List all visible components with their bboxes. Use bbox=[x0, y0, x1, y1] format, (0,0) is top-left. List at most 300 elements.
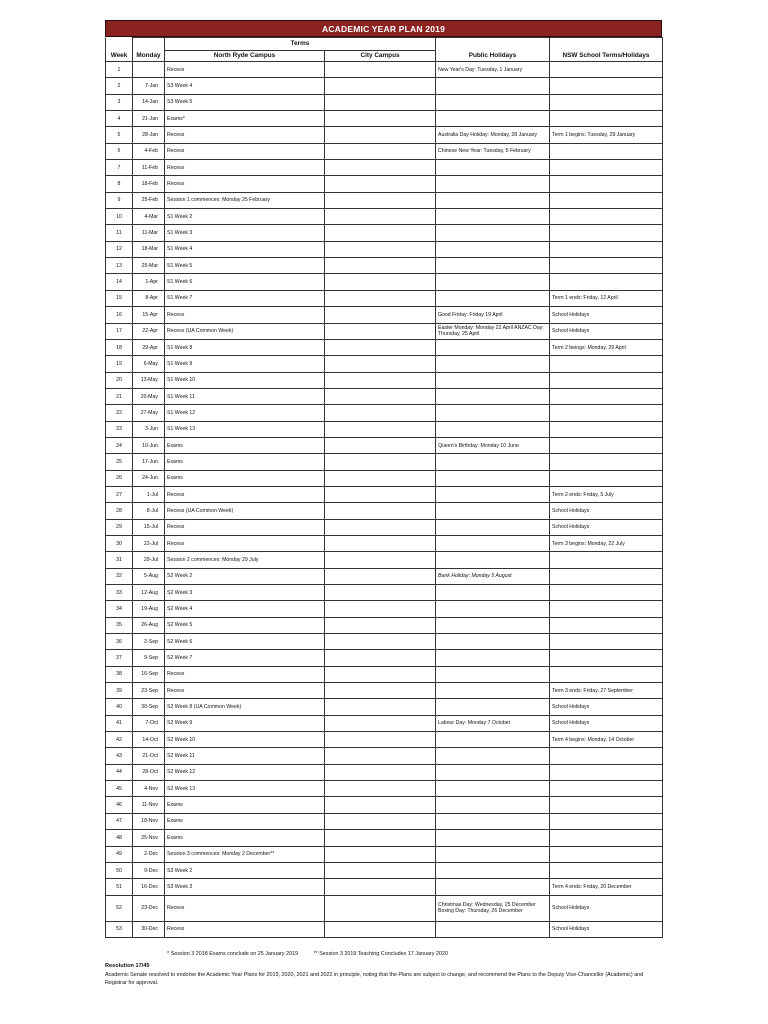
header-blank-week bbox=[106, 38, 133, 51]
cell-north-ryde: Session 3 commences: Monday 2 December** bbox=[165, 846, 325, 862]
cell-north-ryde: Exams bbox=[165, 470, 325, 486]
cell-north-ryde: Exams bbox=[165, 813, 325, 829]
cell-north-ryde: Session 1 commences: Monday 25 February bbox=[165, 192, 325, 208]
table-row bbox=[106, 748, 663, 764]
cell-city bbox=[325, 797, 436, 813]
cell-north-ryde: Exams* bbox=[165, 111, 325, 127]
cell-monday: 29-Jul bbox=[133, 552, 165, 568]
cell-public-holiday bbox=[436, 388, 550, 404]
cell-north-ryde: S1 Week 2 bbox=[165, 209, 325, 225]
cell-north-ryde: Exams bbox=[165, 797, 325, 813]
header-public-holidays: Public Holidays bbox=[436, 51, 550, 62]
cell-public-holiday bbox=[436, 372, 550, 388]
cell-week: 49 bbox=[106, 846, 133, 862]
table-row bbox=[106, 290, 663, 306]
table-row bbox=[106, 192, 663, 208]
cell-public-holiday: New Year's Day: Tuesday, 1 January bbox=[436, 62, 550, 78]
cell-north-ryde: Recess bbox=[165, 666, 325, 682]
cell-nsw-term bbox=[550, 160, 663, 176]
cell-week: 16 bbox=[106, 307, 133, 323]
header-city: City Campus bbox=[325, 51, 436, 62]
table-row bbox=[106, 258, 663, 274]
cell-week: 52 bbox=[106, 895, 133, 921]
cell-nsw-term: School Holidays bbox=[550, 323, 663, 339]
cell-week: 6 bbox=[106, 143, 133, 159]
table-row bbox=[106, 127, 663, 143]
cell-week: 44 bbox=[106, 764, 133, 780]
cell-north-ryde: Recess (UA Common Week) bbox=[165, 323, 325, 339]
cell-public-holiday bbox=[436, 585, 550, 601]
table-row bbox=[106, 699, 663, 715]
cell-monday: 23-Sep bbox=[133, 683, 165, 699]
cell-public-holiday bbox=[436, 601, 550, 617]
cell-north-ryde: S2 Week 9 bbox=[165, 715, 325, 731]
cell-public-holiday bbox=[436, 764, 550, 780]
cell-monday: 20-May bbox=[133, 388, 165, 404]
cell-monday: 4-Mar bbox=[133, 209, 165, 225]
cell-nsw-term bbox=[550, 585, 663, 601]
cell-nsw-term bbox=[550, 143, 663, 159]
table-row bbox=[106, 519, 663, 535]
header-row-terms bbox=[106, 38, 663, 51]
cell-north-ryde: S2 Week 8 (UA Common Week) bbox=[165, 699, 325, 715]
table-row bbox=[106, 62, 663, 78]
cell-monday: 14-Oct bbox=[133, 732, 165, 748]
cell-north-ryde: S2 Week 7 bbox=[165, 650, 325, 666]
cell-monday: 22-Apr bbox=[133, 323, 165, 339]
cell-nsw-term bbox=[550, 94, 663, 110]
cell-north-ryde: S1 Week 12 bbox=[165, 405, 325, 421]
resolution-title: Resolution 17/45 bbox=[105, 963, 150, 969]
cell-monday: 9-Sep bbox=[133, 650, 165, 666]
cell-city bbox=[325, 830, 436, 846]
academic-year-plan-sheet bbox=[105, 20, 662, 938]
cell-nsw-term bbox=[550, 192, 663, 208]
cell-public-holiday: Chinese New Year: Tuesday, 5 February bbox=[436, 143, 550, 159]
header-terms: Terms bbox=[165, 38, 436, 51]
cell-week: 13 bbox=[106, 258, 133, 274]
cell-monday: 1-Jul bbox=[133, 486, 165, 502]
header-blank-nsw bbox=[550, 38, 663, 51]
cell-public-holiday bbox=[436, 176, 550, 192]
cell-nsw-term bbox=[550, 862, 663, 878]
footnote-2: ** Session 3 2019 Teaching Concludes 17 January 2020 bbox=[313, 951, 448, 957]
table-row bbox=[106, 241, 663, 257]
cell-city bbox=[325, 666, 436, 682]
cell-public-holiday bbox=[436, 356, 550, 372]
cell-city bbox=[325, 372, 436, 388]
table-row bbox=[106, 781, 663, 797]
cell-north-ryde: S2 Week 12 bbox=[165, 764, 325, 780]
cell-nsw-term bbox=[550, 846, 663, 862]
cell-public-holiday bbox=[436, 699, 550, 715]
cell-monday: 27-May bbox=[133, 405, 165, 421]
cell-week: 43 bbox=[106, 748, 133, 764]
cell-public-holiday bbox=[436, 666, 550, 682]
cell-week: 50 bbox=[106, 862, 133, 878]
cell-nsw-term: Term 4 ends: Friday, 20 December bbox=[550, 879, 663, 895]
table-row bbox=[106, 454, 663, 470]
table-row bbox=[106, 356, 663, 372]
cell-monday: 16-Dec bbox=[133, 879, 165, 895]
cell-week: 11 bbox=[106, 225, 133, 241]
cell-public-holiday: Easter Monday: Monday 22 April ANZAC Day: Thursday, 25 April bbox=[436, 323, 550, 339]
cell-city bbox=[325, 307, 436, 323]
cell-north-ryde: Recess bbox=[165, 143, 325, 159]
table-row bbox=[106, 437, 663, 453]
cell-nsw-term bbox=[550, 748, 663, 764]
table-row bbox=[106, 143, 663, 159]
header-blank-public bbox=[436, 38, 550, 51]
table-row bbox=[106, 634, 663, 650]
cell-week: 53 bbox=[106, 921, 133, 937]
cell-week: 15 bbox=[106, 290, 133, 306]
cell-public-holiday bbox=[436, 519, 550, 535]
cell-public-holiday bbox=[436, 78, 550, 94]
table-row bbox=[106, 372, 663, 388]
footnotes bbox=[167, 951, 462, 957]
table-row bbox=[106, 388, 663, 404]
cell-public-holiday bbox=[436, 470, 550, 486]
cell-week: 14 bbox=[106, 274, 133, 290]
cell-city bbox=[325, 846, 436, 862]
cell-city bbox=[325, 585, 436, 601]
cell-monday: 1-Apr bbox=[133, 274, 165, 290]
cell-monday: 11-Nov bbox=[133, 797, 165, 813]
cell-week: 29 bbox=[106, 519, 133, 535]
cell-nsw-term bbox=[550, 241, 663, 257]
cell-nsw-term bbox=[550, 666, 663, 682]
cell-nsw-term: Term 2 ends: Friday, 5 July bbox=[550, 486, 663, 502]
cell-week: 40 bbox=[106, 699, 133, 715]
cell-city bbox=[325, 715, 436, 731]
cell-north-ryde: Recess bbox=[165, 127, 325, 143]
cell-week: 42 bbox=[106, 732, 133, 748]
table-row bbox=[106, 274, 663, 290]
cell-public-holiday bbox=[436, 290, 550, 306]
table-row bbox=[106, 470, 663, 486]
cell-public-holiday bbox=[436, 552, 550, 568]
cell-week: 2 bbox=[106, 78, 133, 94]
cell-week: 37 bbox=[106, 650, 133, 666]
cell-north-ryde: S1 Week 6 bbox=[165, 274, 325, 290]
cell-week: 21 bbox=[106, 388, 133, 404]
cell-week: 4 bbox=[106, 111, 133, 127]
cell-public-holiday: Christmas Day: Wednesday, 25 December Boxing Day: Thursday, 26 December bbox=[436, 895, 550, 921]
cell-monday: 28-Oct bbox=[133, 764, 165, 780]
cell-city bbox=[325, 650, 436, 666]
cell-public-holiday bbox=[436, 535, 550, 551]
cell-nsw-term bbox=[550, 111, 663, 127]
cell-north-ryde: S1 Week 3 bbox=[165, 225, 325, 241]
cell-nsw-term bbox=[550, 62, 663, 78]
cell-north-ryde: Recess bbox=[165, 895, 325, 921]
cell-monday: 7-Oct bbox=[133, 715, 165, 731]
cell-monday: 28-Jan bbox=[133, 127, 165, 143]
table-row bbox=[106, 209, 663, 225]
cell-public-holiday bbox=[436, 503, 550, 519]
cell-monday: 12-Aug bbox=[133, 585, 165, 601]
cell-city bbox=[325, 405, 436, 421]
table-row bbox=[106, 323, 663, 339]
cell-monday: 21-Jan bbox=[133, 111, 165, 127]
cell-week: 9 bbox=[106, 192, 133, 208]
cell-city bbox=[325, 274, 436, 290]
table-row bbox=[106, 921, 663, 937]
cell-north-ryde: Exams bbox=[165, 830, 325, 846]
cell-week: 19 bbox=[106, 356, 133, 372]
cell-monday: 18-Nov bbox=[133, 813, 165, 829]
cell-nsw-term: School Holidays bbox=[550, 699, 663, 715]
cell-north-ryde: S1 Week 5 bbox=[165, 258, 325, 274]
cell-city bbox=[325, 339, 436, 355]
cell-city bbox=[325, 601, 436, 617]
cell-monday: 3-Jun bbox=[133, 421, 165, 437]
cell-nsw-term: School Holidays bbox=[550, 307, 663, 323]
cell-nsw-term: School Holidays bbox=[550, 503, 663, 519]
cell-north-ryde: S3 Week 3 bbox=[165, 879, 325, 895]
table-body bbox=[106, 62, 663, 938]
cell-public-holiday bbox=[436, 454, 550, 470]
cell-city bbox=[325, 62, 436, 78]
table-row bbox=[106, 797, 663, 813]
cell-city bbox=[325, 388, 436, 404]
cell-monday: 22-Jul bbox=[133, 535, 165, 551]
cell-nsw-term: School Holidays bbox=[550, 519, 663, 535]
cell-north-ryde: S2 Week 5 bbox=[165, 617, 325, 633]
table-row bbox=[106, 78, 663, 94]
cell-monday: 10-Jun bbox=[133, 437, 165, 453]
cell-city bbox=[325, 356, 436, 372]
cell-monday bbox=[133, 62, 165, 78]
cell-city bbox=[325, 503, 436, 519]
table-row bbox=[106, 732, 663, 748]
header-blank-monday bbox=[133, 38, 165, 51]
cell-north-ryde: S1 Week 10 bbox=[165, 372, 325, 388]
cell-public-holiday bbox=[436, 797, 550, 813]
cell-public-holiday bbox=[436, 862, 550, 878]
cell-public-holiday bbox=[436, 94, 550, 110]
table-row bbox=[106, 421, 663, 437]
cell-nsw-term bbox=[550, 617, 663, 633]
table-row bbox=[106, 830, 663, 846]
cell-north-ryde: S2 Week 2 bbox=[165, 568, 325, 584]
cell-public-holiday: Labour Day: Monday 7 October bbox=[436, 715, 550, 731]
table-row bbox=[106, 486, 663, 502]
cell-city bbox=[325, 813, 436, 829]
cell-public-holiday: Australia Day Holiday: Monday, 28 January bbox=[436, 127, 550, 143]
cell-north-ryde: Recess bbox=[165, 519, 325, 535]
cell-nsw-term bbox=[550, 225, 663, 241]
cell-nsw-term bbox=[550, 470, 663, 486]
cell-north-ryde: Recess bbox=[165, 921, 325, 937]
cell-city bbox=[325, 143, 436, 159]
cell-public-holiday bbox=[436, 225, 550, 241]
cell-public-holiday bbox=[436, 241, 550, 257]
cell-nsw-term: Term 2 beings: Monday, 29 April bbox=[550, 339, 663, 355]
table-row bbox=[106, 862, 663, 878]
cell-week: 51 bbox=[106, 879, 133, 895]
footnote-1: * Session 3 2018 Exams conclude on 25 January 2019 bbox=[167, 951, 298, 957]
table-row bbox=[106, 339, 663, 355]
cell-north-ryde: Recess bbox=[165, 486, 325, 502]
cell-city bbox=[325, 94, 436, 110]
cell-week: 35 bbox=[106, 617, 133, 633]
table-row bbox=[106, 552, 663, 568]
cell-north-ryde: Recess bbox=[165, 683, 325, 699]
cell-monday: 2-Sep bbox=[133, 634, 165, 650]
cell-nsw-term bbox=[550, 601, 663, 617]
cell-monday: 24-Jun bbox=[133, 470, 165, 486]
cell-city bbox=[325, 209, 436, 225]
cell-week: 22 bbox=[106, 405, 133, 421]
cell-nsw-term bbox=[550, 421, 663, 437]
header-north-ryde: North Ryde Campus bbox=[165, 51, 325, 62]
cell-north-ryde: Recess bbox=[165, 307, 325, 323]
cell-week: 10 bbox=[106, 209, 133, 225]
cell-public-holiday bbox=[436, 160, 550, 176]
cell-monday: 2-Dec bbox=[133, 846, 165, 862]
cell-city bbox=[325, 535, 436, 551]
cell-week: 32 bbox=[106, 568, 133, 584]
cell-nsw-term bbox=[550, 274, 663, 290]
cell-week: 18 bbox=[106, 339, 133, 355]
cell-nsw-term bbox=[550, 258, 663, 274]
cell-monday: 13-May bbox=[133, 372, 165, 388]
cell-monday: 14-Jan bbox=[133, 94, 165, 110]
table-row bbox=[106, 813, 663, 829]
cell-city bbox=[325, 862, 436, 878]
cell-week: 3 bbox=[106, 94, 133, 110]
resolution-text: Academic Senate resolved to endorse the Academic Year Plans for 2019, 2020, 2021 and 2022 in principle, noting that the Plans are subject to change, and recommend the Plans to the Deputy Vice-Chancellor (Academic) and Registrar for approval. bbox=[105, 972, 644, 986]
cell-public-holiday bbox=[436, 813, 550, 829]
cell-city bbox=[325, 552, 436, 568]
cell-north-ryde: S2 Week 4 bbox=[165, 601, 325, 617]
cell-north-ryde: S1 Week 9 bbox=[165, 356, 325, 372]
cell-week: 31 bbox=[106, 552, 133, 568]
cell-city bbox=[325, 921, 436, 937]
cell-monday: 30-Dec bbox=[133, 921, 165, 937]
cell-week: 33 bbox=[106, 585, 133, 601]
cell-north-ryde: S1 Week 13 bbox=[165, 421, 325, 437]
cell-north-ryde: S1 Week 4 bbox=[165, 241, 325, 257]
cell-nsw-term: School Holidays bbox=[550, 895, 663, 921]
cell-week: 8 bbox=[106, 176, 133, 192]
table-row bbox=[106, 715, 663, 731]
cell-week: 30 bbox=[106, 535, 133, 551]
cell-week: 20 bbox=[106, 372, 133, 388]
cell-monday: 9-Dec bbox=[133, 862, 165, 878]
cell-public-holiday bbox=[436, 486, 550, 502]
cell-monday: 11-Mar bbox=[133, 225, 165, 241]
cell-city bbox=[325, 437, 436, 453]
cell-nsw-term bbox=[550, 797, 663, 813]
cell-monday: 18-Mar bbox=[133, 241, 165, 257]
cell-monday: 4-Feb bbox=[133, 143, 165, 159]
cell-public-holiday bbox=[436, 617, 550, 633]
cell-city bbox=[325, 748, 436, 764]
table-row bbox=[106, 879, 663, 895]
cell-monday: 26-Aug bbox=[133, 617, 165, 633]
cell-public-holiday bbox=[436, 781, 550, 797]
cell-city bbox=[325, 732, 436, 748]
cell-city bbox=[325, 895, 436, 921]
cell-north-ryde: Exams bbox=[165, 454, 325, 470]
table-row bbox=[106, 617, 663, 633]
cell-monday: 7-Jan bbox=[133, 78, 165, 94]
cell-city bbox=[325, 192, 436, 208]
cell-monday: 25-Mar bbox=[133, 258, 165, 274]
cell-public-holiday bbox=[436, 921, 550, 937]
cell-public-holiday bbox=[436, 748, 550, 764]
cell-week: 41 bbox=[106, 715, 133, 731]
cell-city bbox=[325, 421, 436, 437]
cell-city bbox=[325, 699, 436, 715]
cell-public-holiday bbox=[436, 879, 550, 895]
cell-nsw-term bbox=[550, 813, 663, 829]
cell-nsw-term bbox=[550, 830, 663, 846]
table-row bbox=[106, 650, 663, 666]
cell-city bbox=[325, 470, 436, 486]
cell-week: 36 bbox=[106, 634, 133, 650]
cell-public-holiday bbox=[436, 274, 550, 290]
header-row-columns bbox=[106, 51, 663, 62]
cell-north-ryde: S1 Week 8 bbox=[165, 339, 325, 355]
cell-public-holiday bbox=[436, 634, 550, 650]
table-row bbox=[106, 176, 663, 192]
table-row bbox=[106, 94, 663, 110]
cell-city bbox=[325, 568, 436, 584]
table-row bbox=[106, 503, 663, 519]
cell-public-holiday bbox=[436, 405, 550, 421]
cell-monday: 8-Jul bbox=[133, 503, 165, 519]
table-row bbox=[106, 111, 663, 127]
cell-monday: 19-Aug bbox=[133, 601, 165, 617]
cell-north-ryde: S2 Week 13 bbox=[165, 781, 325, 797]
cell-nsw-term bbox=[550, 356, 663, 372]
cell-monday: 11-Feb bbox=[133, 160, 165, 176]
cell-nsw-term bbox=[550, 764, 663, 780]
table-row bbox=[106, 601, 663, 617]
cell-north-ryde: Recess (UA Common Week) bbox=[165, 503, 325, 519]
cell-public-holiday bbox=[436, 111, 550, 127]
cell-monday: 5-Aug bbox=[133, 568, 165, 584]
cell-nsw-term bbox=[550, 405, 663, 421]
cell-city bbox=[325, 781, 436, 797]
cell-nsw-term: School Holidays bbox=[550, 715, 663, 731]
cell-monday: 21-Oct bbox=[133, 748, 165, 764]
cell-week: 46 bbox=[106, 797, 133, 813]
cell-week: 25 bbox=[106, 454, 133, 470]
cell-public-holiday bbox=[436, 339, 550, 355]
cell-nsw-term bbox=[550, 78, 663, 94]
table-row bbox=[106, 666, 663, 682]
cell-nsw-term: School Holidays bbox=[550, 921, 663, 937]
table-row bbox=[106, 846, 663, 862]
cell-monday: 6-May bbox=[133, 356, 165, 372]
cell-public-holiday: Bank Holiday: Monday 5 August bbox=[436, 568, 550, 584]
cell-north-ryde: S2 Week 10 bbox=[165, 732, 325, 748]
cell-city bbox=[325, 127, 436, 143]
cell-nsw-term bbox=[550, 568, 663, 584]
cell-public-holiday bbox=[436, 846, 550, 862]
table-row bbox=[106, 895, 663, 921]
cell-monday: 15-Apr bbox=[133, 307, 165, 323]
cell-nsw-term: Term 3 begins: Monday, 22 July bbox=[550, 535, 663, 551]
cell-monday: 16-Sep bbox=[133, 666, 165, 682]
cell-nsw-term: Term 4 begins: Monday, 14 October bbox=[550, 732, 663, 748]
cell-public-holiday bbox=[436, 650, 550, 666]
